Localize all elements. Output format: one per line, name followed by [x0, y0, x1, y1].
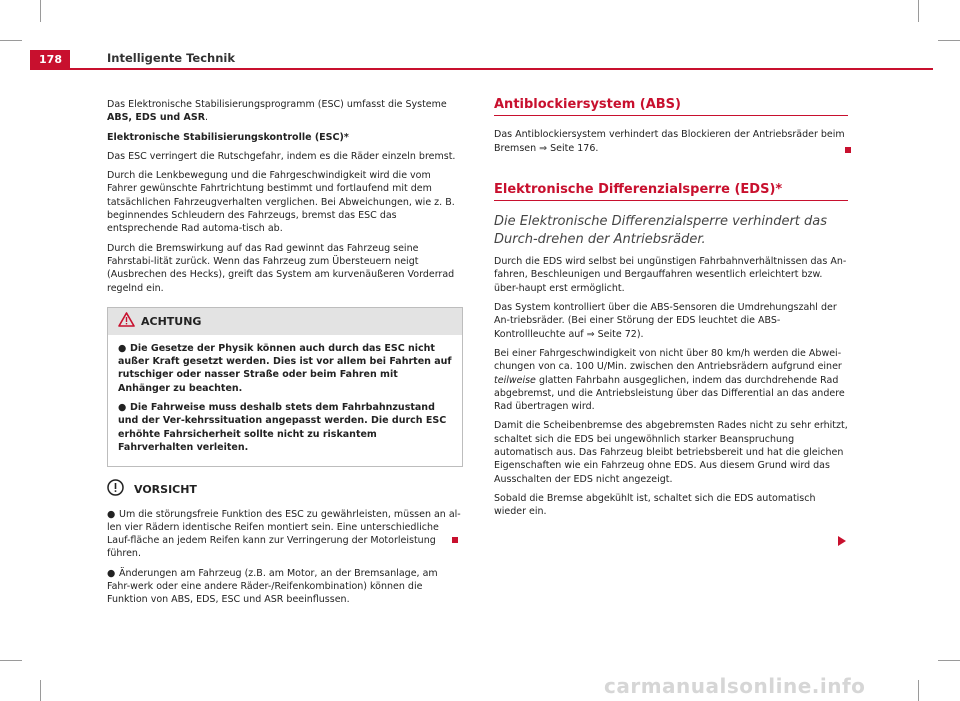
eds-paragraph-3	[494, 347, 848, 413]
section-title: Intelligente Technik	[107, 51, 236, 65]
crop-mark	[938, 40, 960, 41]
eds-paragraph-5: Sobald die Bremse abgekühlt ist, schaltet sich die EDS automatisch wieder ein.	[494, 492, 816, 518]
warning-bullet: ● Die Gesetze der Physik können auch durch das ESC nicht außer Kraft gesetzt werden. Dies ist vor allem bei Fahrten auf rutschiger oder nasser Straße oder beim Fahren mit Anhänger zu beachten.	[118, 342, 452, 394]
eds-paragraph-2: Das System kontrolliert über die ABS-Sensoren die Umdrehungszahl der An-triebsräder. (Bei einer Störung der EDS leuchtet die ABS-Kontrollleuchte auf ⇒ Seite 72).	[494, 302, 837, 340]
esc-paragraph-3: Durch die Bremswirkung auf das Rad gewinnt das Fahrzeug seine Fahrstabi-lität zurück. Wenn das Fahrzeug zum Übersteuern neigt (Ausbrechen des Hecks), greift das System am kurvenäußeren Vorderrad regelnd ein.	[107, 242, 455, 294]
caution-title: VORSICHT	[134, 483, 197, 497]
crop-mark	[40, 680, 41, 701]
esc-paragraph-1: Das ESC verringert die Rutschgefahr, indem es die Räder einzeln bremst.	[107, 150, 456, 162]
eds-subtitle: Die Elektronische Differenzialsperre verhindert das Durch-drehen der Antriebsräder.	[494, 214, 828, 248]
caution-bullet-text: Änderungen am Fahrzeug (z.B. am Motor, an der Bremsanlage, am Fahr-werk oder eine andere Räder-/Reifenkombination) können die Funktion von ABS, EDS, ESC und ASR beeinflussen.	[107, 567, 438, 606]
eds-p3-start: Bei einer Fahrgeschwindigkeit von nicht über 80 km/h werden die Abwei-chungen von ca. 100 U/Min. zwischen den Antriebsrädern aufgrund einer	[494, 347, 842, 373]
page-number: 178	[30, 50, 70, 69]
section-end-mark	[452, 537, 458, 543]
caution-bullet-text: Um die störungsfreie Funktion des ESC zu gewährleisten, müssen an al-len vier Rädern identische Reifen montiert sein. Eine unterschiedliche Lauf-fläche an jedem Reifen kann zur Verringerung der Motorleistung führen.	[107, 508, 461, 560]
crop-mark	[938, 660, 960, 661]
continue-arrow-icon	[838, 536, 846, 546]
caution-bullet: ● Änderungen am Fahrzeug (z.B. am Motor, an der Bremsanlage, am Fahr-werk oder eine andere Räder-/Reifenkombination) können die Funktion von ABS, EDS, ESC und ASR beeinflussen.	[107, 567, 438, 606]
left-column	[107, 98, 463, 613]
warning-bullet-text: Die Gesetze der Physik können auch durch das ESC nicht außer Kraft gesetzt werden. Dies ist vor allem bei Fahrten auf rutschiger oder nasser Straße oder beim Fahren mit Anhänger zu beachten.	[118, 342, 452, 394]
abs-paragraph: Das Antiblockiersystem verhindert das Blockieren der Antriebsräder beim Bremsen ⇒ Seite 176.	[494, 129, 845, 154]
crop-mark	[0, 660, 22, 661]
abs-heading: Antiblockiersystem (ABS)	[494, 98, 848, 116]
eds-p3-end: glatten Fahrbahn ausgeglichen, indem das durchdrehende Rad abgebremst, und die Antriebsleistung über das Differential an das andere Rad übertragen wird.	[494, 374, 845, 413]
watermark: carmanualsonline.info	[604, 674, 866, 698]
crop-mark	[40, 0, 41, 22]
esc-heading: Elektronische Stabilisierungskontrolle (ESC)*	[107, 131, 349, 143]
right-column	[494, 98, 848, 525]
warning-box	[107, 307, 463, 467]
intro-paragraph	[107, 98, 463, 125]
intro-end: .	[205, 112, 209, 124]
eds-p3-italic: teilweise	[494, 374, 536, 386]
crop-mark	[918, 0, 919, 22]
eds-heading: Elektronische Differenzialsperre (EDS)*	[494, 183, 848, 201]
crop-mark	[0, 40, 22, 41]
intro-bold: ABS, EDS und ASR	[107, 112, 206, 124]
caution-bullet: ● Um die störungsfreie Funktion des ESC zu gewährleisten, müssen an al-len vier Rädern identische Reifen montiert sein. Eine unterschiedliche Lauf-fläche an jedem Reifen kann zur Verringerung der Motorleistung führen.	[107, 508, 461, 560]
eds-paragraph-1: Durch die EDS wird selbst bei ungünstigen Fahrbahnverhältnissen das An-fahren, Beschleunigen und Bergauffahren wesentlich erleichtert bzw. über-haupt erst ermöglicht.	[494, 256, 847, 294]
abs-end-mark	[845, 147, 851, 153]
warning-body	[108, 335, 462, 466]
header-rule	[30, 68, 933, 70]
intro-text: Das Elektronische Stabilisierungsprogramm (ESC) umfasst die Systeme	[107, 99, 447, 110]
warning-triangle-icon	[118, 312, 135, 331]
warning-header	[108, 308, 462, 335]
warning-title: ACHTUNG	[141, 314, 202, 328]
exclamation-circle-icon	[107, 479, 124, 500]
esc-paragraph-2: Durch die Lenkbewegung und die Fahrgeschwindigkeit wird die vom Fahrer gewünschte Fahrtrichtung bestimmt und fortlaufend mit dem tatsächlichen Fahrzeugverhalten verglichen. Bei Abweichungen, wie z. B. beginnendes Schleudern des Fahrzeugs, bremst das ESC das entsprechende Rad automa-tisch ab.	[107, 170, 455, 235]
caution-header	[107, 479, 463, 500]
warning-bullet-text: Die Fahrweise muss deshalb stets dem Fahrbahnzustand und der Ver-kehrssituation angepasst werden. Die durch ESC erhöhte Fahrsicherheit sollte nicht zu riskantem Fahrverhalten verleiten.	[118, 402, 447, 453]
crop-mark	[918, 680, 919, 701]
warning-bullet: ● Die Fahrweise muss deshalb stets dem Fahrbahnzustand und der Ver-kehrssituation angepasst werden. Die durch ESC erhöhte Fahrsicherheit sollte nicht zu riskantem Fahrverhalten verleiten.	[118, 402, 447, 453]
eds-paragraph-4: Damit die Scheibenbremse des abgebremsten Rades nicht zu sehr erhitzt, schaltet sich die EDS bei ungewöhnlich starker Beanspruchung automatisch aus. Das Fahrzeug bleibt betriebsbereit und hat die gleichen Eigenschaften wie ein Fahrzeug ohne EDS. Aus diesem Grund wird das Ausschalten der EDS nicht angezeigt.	[494, 420, 848, 485]
